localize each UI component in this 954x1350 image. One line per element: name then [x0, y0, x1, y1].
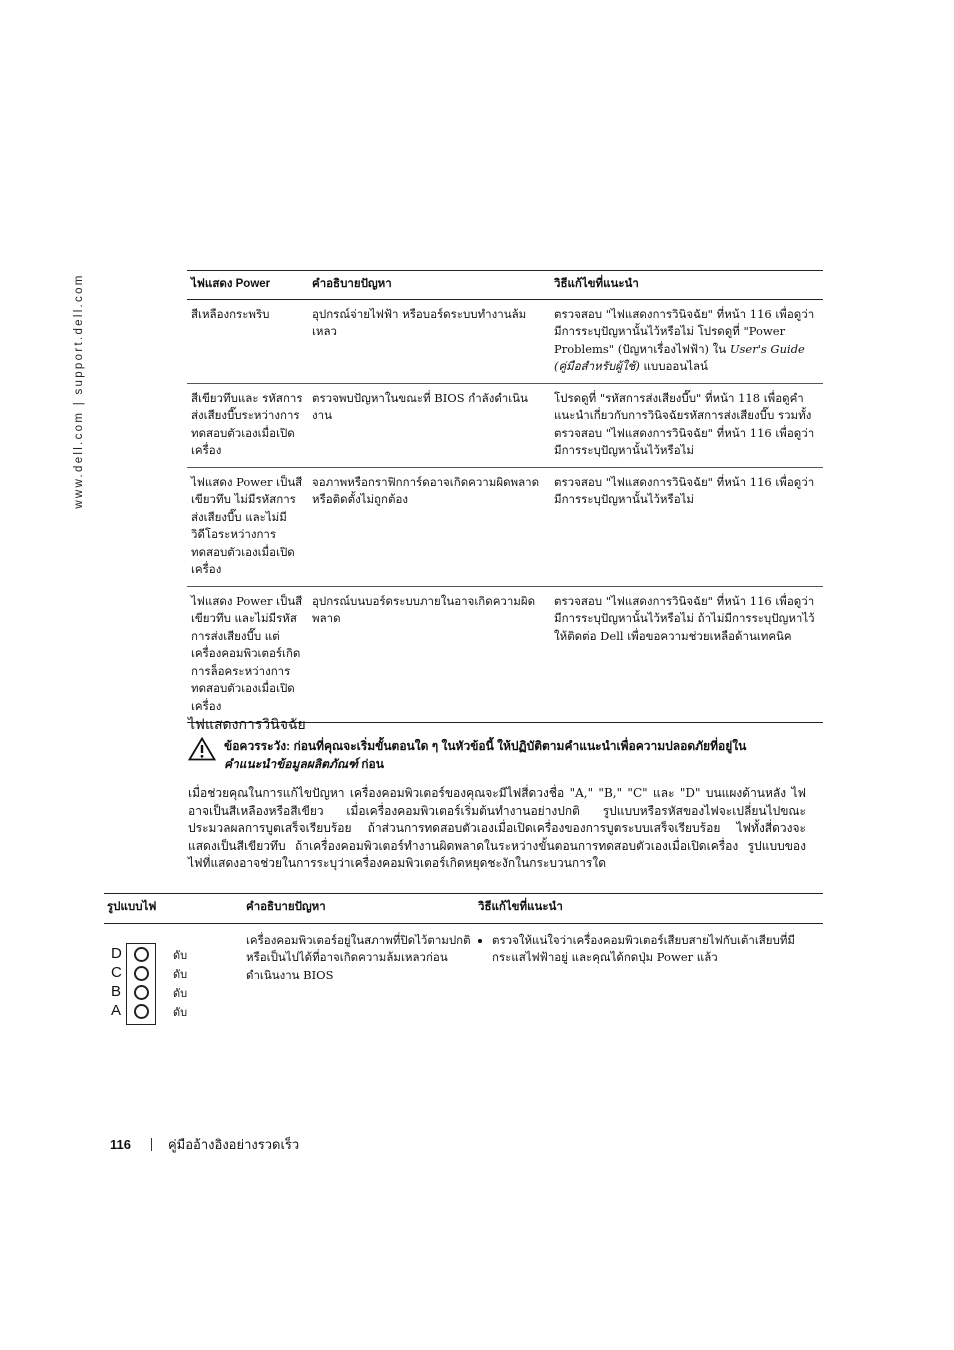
led-states: [173, 946, 187, 1022]
cell-fix: ตรวจสอบ "ไฟแสดงการวินิจฉัย" ที่หน้า 116 เพื่อดูว่ามีการระบุปัญหานั้นไว้หรือไม่ ถ้าไม่มีการระบุปัญหาไว้ให้ติดต่อ Dell เพื่อขอความช่วยเหลือด้านเทคนิค: [550, 586, 823, 723]
cell-fix: ตรวจสอบ "ไฟแสดงการวินิจฉัย" ที่หน้า 116 เพื่อดูว่ามีการระบุปัญหานั้นไว้หรือไม่: [550, 467, 823, 586]
guide-title: User's Guide (คู่มือสำหรับผู้ใช้): [554, 341, 805, 373]
fix-list: [478, 932, 820, 967]
cell-fix: โปรดดูที่ "รหัสการส่งเสียงบี๊บ" ที่หน้า 118 เพื่อดูคำแนะนำเกี่ยวกับการวินิจฉัยรหัสการส่งเสียงบี๊บ รวมทั้งตรวจสอบ "ไฟแสดงการวินิจฉัย" ที่หน้า 116 เพื่อดูว่ามีการระบุปัญหานั้นไว้หรือไม่: [550, 383, 823, 467]
section-heading: ไฟแสดงการวินิจฉัย: [188, 716, 306, 732]
fix-text: ตรวจสอบ "ไฟแสดงการวินิจฉัย" ที่หน้า 116 เพื่อดูว่ามีการระบุปัญหานั้นไว้หรือไม่ โปรดดูที่ "Power Problems" (ปัญหาเรื่องไฟฟ้า) ใน: [554, 306, 815, 356]
table-row: [187, 586, 823, 723]
caution-note: [188, 737, 808, 773]
col-problem-description: คำอธิบายปัญหา: [243, 894, 475, 924]
list-item: • ตรวจให้แน่ใจว่าเครื่องคอมพิวเตอร์เสียบสายไฟกับเต้าเสียบที่มีกระแสไฟฟ้าอยู่ และคุณได้กดปุ่ม Power แล้ว: [492, 932, 820, 967]
caution-tail: ก่อน: [357, 757, 384, 771]
table-row: [187, 299, 823, 383]
body-paragraph: เมื่อช่วยคุณในการแก้ไขปัญหา เครื่องคอมพิวเตอร์ของคุณจะมีไฟสี่ดวงชื่อ "A," "B," "C" และ "D" บนแผงด้านหลัง ไฟอาจเป็นสีเหลืองหรือสีเขียว เมื่อเครื่องคอมพิวเตอร์เริ่มต้นทำงานอย่างปกติ รูปแบบหรือรหัสของไฟจะเปลี่ยนไปขณะประมวลผลการบูตเสร็จเรียบร้อย ถ้าส่วนการทดสอบตัวเองเมื่อเปิดเครื่องของการบูตระบบเสร็จเรียบร้อย ไฟทั้งสี่ดวงจะแสดงเป็นสีเขียวทึบ ถ้าเครื่องคอมพิวเตอร์ทำงานผิดพลาดในระหว่างขั้นตอนการทดสอบตัวเองเมื่อเปิดเครื่อง รูปแบบของไฟที่แสดงอาจช่วยในการระบุว่าเครื่องคอมพิวเตอร์เกิดหยุดชะงักในกระบวนการใด: [188, 786, 806, 871]
table-row: [187, 467, 823, 586]
cell-description: อุปกรณ์จ่ายไฟฟ้า หรือบอร์ดระบบทำงานล้มเหลว: [308, 299, 550, 383]
led-c-off-icon: [134, 966, 149, 981]
col-problem-description: คำอธิบายปัญหา: [308, 271, 550, 300]
cell-fix: [550, 299, 823, 383]
led-state-a: ดับ: [173, 1005, 188, 1019]
caution-text: [224, 737, 808, 773]
led-letters: [111, 944, 122, 1020]
led-panel: [126, 943, 156, 1025]
table-row: [187, 383, 823, 467]
led-a-off-icon: [134, 1004, 149, 1019]
warning-triangle-icon: [188, 737, 216, 761]
table-row: [104, 923, 823, 1030]
caution-doc-title: คำแนะนำข้อมูลผลิตภัณฑ์: [224, 757, 358, 771]
side-url: [66, 268, 92, 513]
led-letter-d: D: [111, 944, 122, 962]
led-letter-a: A: [111, 1001, 122, 1019]
table-header-row: [104, 894, 823, 924]
cell-description: จอภาพหรือกราฟิกการ์ดอาจเกิดความผิดพลาด หรือติดตั้งไม่ถูกต้อง: [308, 467, 550, 586]
side-url-text: www.dell.com | support.dell.com: [73, 272, 85, 509]
cell-fix: [475, 923, 823, 1030]
cell-description: เครื่องคอมพิวเตอร์อยู่ในสภาพที่ปิดไว้ตามปกติ หรือเป็นไปได้ที่อาจเกิดความล้มเหลวก่อนดำเนินงาน BIOS: [246, 932, 471, 982]
caution-main: ข้อควรระวัง: ก่อนที่คุณจะเริ่มขั้นตอนใด ๆ ในหัวข้อนี้ ให้ปฏิบัติตามคำแนะนำเพื่อความปลอดภัยที่อยู่ใน: [224, 739, 747, 753]
page-footer: [110, 1134, 299, 1155]
power-light-table: [187, 270, 823, 723]
cell-light: ไฟแสดง Power เป็นสีเขียวทึบ ไม่มีรหัสการส่งเสียงบี๊บ และไม่มีวิดีโอระหว่างการทดสอบตัวเองเมื่อเปิดเครื่อง: [187, 467, 308, 586]
col-light-pattern: รูปแบบไฟ: [104, 894, 243, 924]
diagnostic-light-table: [104, 893, 823, 1030]
page-number: 116: [110, 1137, 131, 1152]
led-letter-c: C: [111, 963, 122, 981]
col-suggested-fix: วิธีแก้ไขที่แนะนำ: [475, 894, 823, 924]
col-power-light: ไฟแสดง Power: [187, 271, 308, 300]
led-state-c: ดับ: [173, 967, 188, 981]
col-suggested-fix: วิธีแก้ไขที่แนะนำ: [550, 271, 823, 300]
cell-light: สีเขียวทึบและ รหัสการส่งเสียงบี๊บระหว่างการทดสอบตัวเองเมื่อเปิดเครื่อง: [187, 383, 308, 467]
cell-light: ไฟแสดง Power เป็นสีเขียวทึบ และไม่มีรหัสการส่งเสียงบี๊บ แต่เครื่องคอมพิวเตอร์เกิดการล็อคระหว่างการทดสอบตัวเองเมื่อเปิดเครื่อง: [187, 586, 308, 723]
led-d-off-icon: [134, 947, 149, 962]
cell-description: ตรวจพบปัญหาในขณะที่ BIOS กำลังดำเนินงาน: [308, 383, 550, 467]
cell-light-pattern: [104, 923, 243, 1030]
footer-title: คู่มืออ้างอิงอย่างรวดเร็ว: [167, 1137, 300, 1152]
led-state-d: ดับ: [173, 948, 188, 962]
table-header-row: [187, 271, 823, 300]
led-b-off-icon: [134, 985, 149, 1000]
cell-description: อุปกรณ์บนบอร์ดระบบภายในอาจเกิดความผิดพลาด: [308, 586, 550, 723]
footer-divider: [151, 1138, 152, 1151]
fix-text-tail: แบบออนไลน์: [639, 359, 708, 373]
led-letter-b: B: [111, 982, 122, 1000]
cell-light: สีเหลืองกระพริบ: [187, 299, 308, 383]
led-pattern: [107, 932, 240, 1022]
led-state-b: ดับ: [173, 986, 188, 1000]
